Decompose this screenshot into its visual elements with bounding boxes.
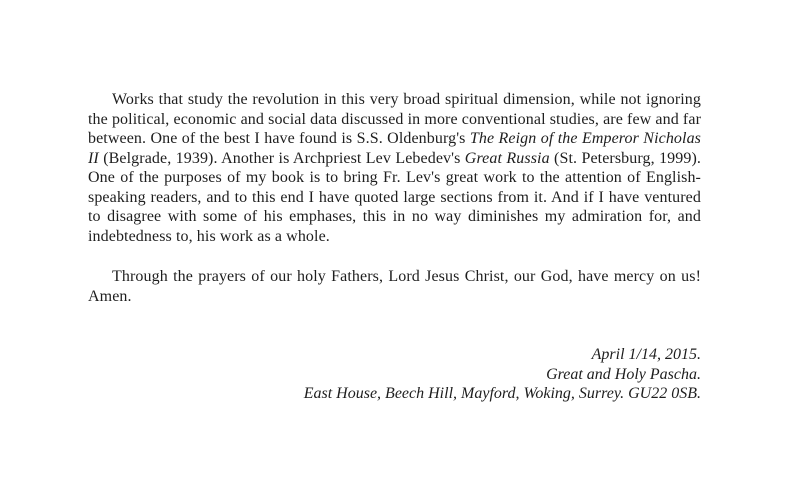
colophon-date: April 1/14, 2015.	[591, 346, 701, 363]
book-title-great-russia: Great Russia	[464, 149, 550, 167]
colophon-address: East House, Beech Hill, Mayford, Woking, Surrey. GU22 0SB.	[303, 385, 701, 402]
paragraph-sources-text-3: (St. Petersburg, 1999). One of the purposes of my book is to bring Fr. Lev's great work to the attention of English-speaking readers, and to this end I have quoted large sections from it. And if I have ventured to disagree with some of his emphases, this in no way diminishes my admiration for, and indebtedness to, his work as a whole.	[88, 149, 701, 245]
paragraph-sources	[88, 90, 701, 246]
colophon-feast: Great and Holy Pascha.	[546, 365, 701, 383]
paragraph-prayer-text: Through the prayers of our holy Fathers, Lord Jesus Christ, our God, have mercy on us! Amen.	[88, 268, 701, 305]
colophon	[88, 345, 701, 404]
paragraph-sources-text-1: Works that study the revolution in this very broad spiritual dimension, while not ignoring the political, economic and social data discussed in more conventional studies, are few and far between. One of the best I have found is S.S. Oldenburg's	[88, 91, 701, 147]
paragraph-sources-text-2: (Belgrade, 1939). Another is Archpriest Lev Lebedev's	[98, 149, 465, 167]
text-block	[88, 90, 701, 404]
book-title-reign-of-emperor-nicholas: The Reign of the Emperor Nicholas II	[88, 130, 701, 167]
paragraph-prayer	[88, 267, 701, 306]
